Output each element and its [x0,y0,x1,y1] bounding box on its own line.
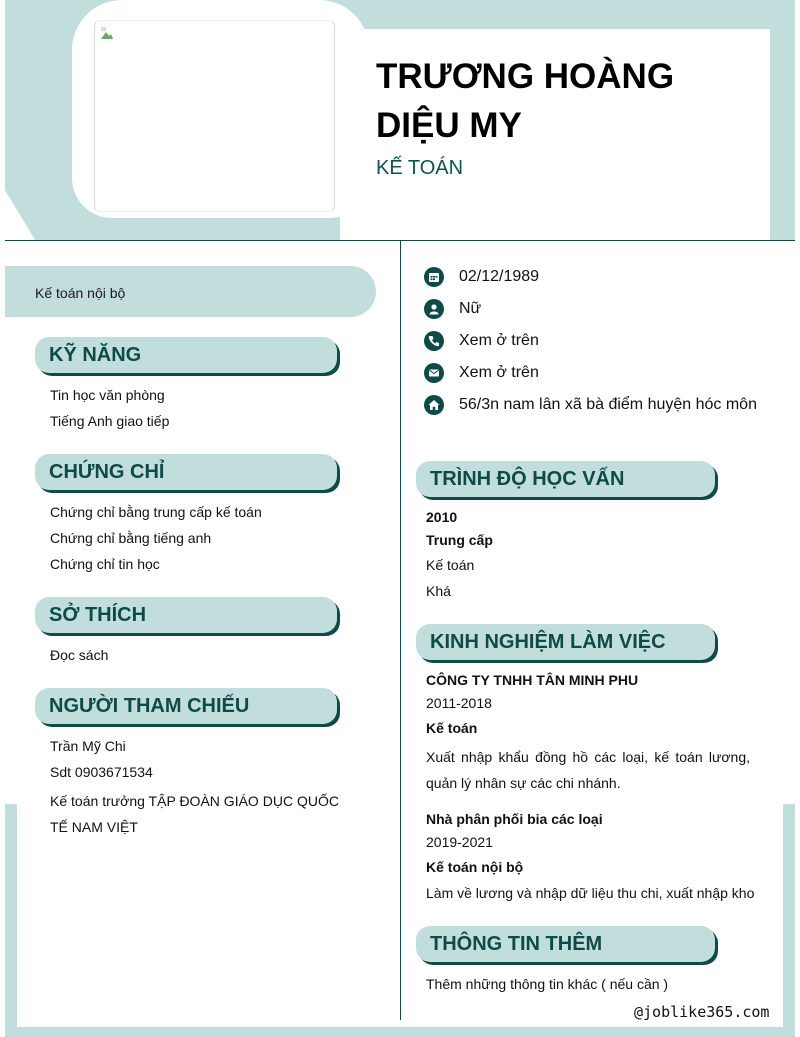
profile-photo[interactable] [94,20,335,212]
career-objective [5,266,376,317]
footer-border-right [783,804,795,1037]
certificate-item: Chứng chỉ bằng tiếng anh [50,530,212,546]
education-grade: Khá [426,583,451,599]
footer-border [5,1027,795,1037]
education-year: 2010 [426,509,458,525]
job-company: CÔNG TY TNHH TÂN MINH PHU [426,672,639,688]
birthday-row [424,267,539,287]
watermark-text[interactable]: @joblike365.com [634,1003,770,1021]
additional-info-heading: THÔNG TIN THÊM [416,926,715,962]
job-title: KẾ TOÁN [376,157,464,179]
user-icon [424,299,444,319]
reference-phone: Sdt 0903671534 [50,764,153,780]
hobby-item: Đọc sách [50,647,109,663]
address-text: 56/3n nam lân xã bà điểm huyện hóc môn [459,396,757,413]
job-role: Kế toán [426,720,478,736]
envelope-icon [424,363,444,383]
reference-name: Trần Mỹ Chi [50,738,126,754]
references-heading: NGƯỜI THAM CHIẾU [35,688,337,724]
gender-text: Nữ [459,300,482,317]
job-description: Xuất nhập khẩu đồng hồ các loại, kế toán lương, quản lý nhân sự các chi nhánh. [426,749,750,791]
phone-icon [424,331,444,351]
footer-border-left [5,804,17,1037]
additional-info-text: Thêm những thông tin khác ( nếu cần ) [426,976,669,992]
job-company: Nhà phân phối bia các loại [426,811,603,827]
education-major: Kế toán [426,557,475,573]
job-period: 2019-2021 [426,834,493,850]
phone-text[interactable]: Xem ở trên [459,332,539,349]
job-period: 2011-2018 [426,695,492,711]
birthday-text: 02/12/1989 [459,268,540,285]
certificates-heading: CHỨNG CHỈ [35,454,337,490]
gender-row [424,299,481,319]
home-icon [424,395,444,415]
email-text[interactable]: Xem ở trên [459,364,539,381]
job-description: Làm về lương và nhập dữ liệu thu chi, xuất nhập kho [426,885,755,901]
candidate-name: TRƯƠNG HOÀNG DIỆU MY [376,57,675,145]
experience-heading: KINH NGHIỆM LÀM VIỆC [416,624,715,660]
objective-text: Kế toán nội bộ [35,285,126,301]
certificate-item: Chứng chỉ tin học [50,556,160,572]
header-corner-cut [5,190,35,240]
phone-row [424,331,539,351]
broken-image-icon [100,26,114,40]
job-role: Kế toán nội bộ [426,859,524,875]
address-row [424,395,757,415]
column-divider [400,241,401,1020]
hobbies-heading: SỞ THÍCH [35,597,337,633]
skill-item: Tiếng Anh giao tiếp [50,413,170,429]
education-heading: TRÌNH ĐỘ HỌC VẤN [416,461,715,497]
reference-position: Kế toán trưởng TẬP ĐOÀN GIÁO DỤC QUỐC TẾ NAM VIỆT [50,793,339,835]
skills-heading: KỸ NĂNG [35,337,337,373]
email-row [424,363,539,383]
education-level: Trung cấp [426,532,493,548]
calendar-icon [424,267,444,287]
certificate-item: Chứng chỉ bằng trung cấp kế toán [50,504,262,520]
skill-item: Tin học văn phòng [50,387,165,403]
